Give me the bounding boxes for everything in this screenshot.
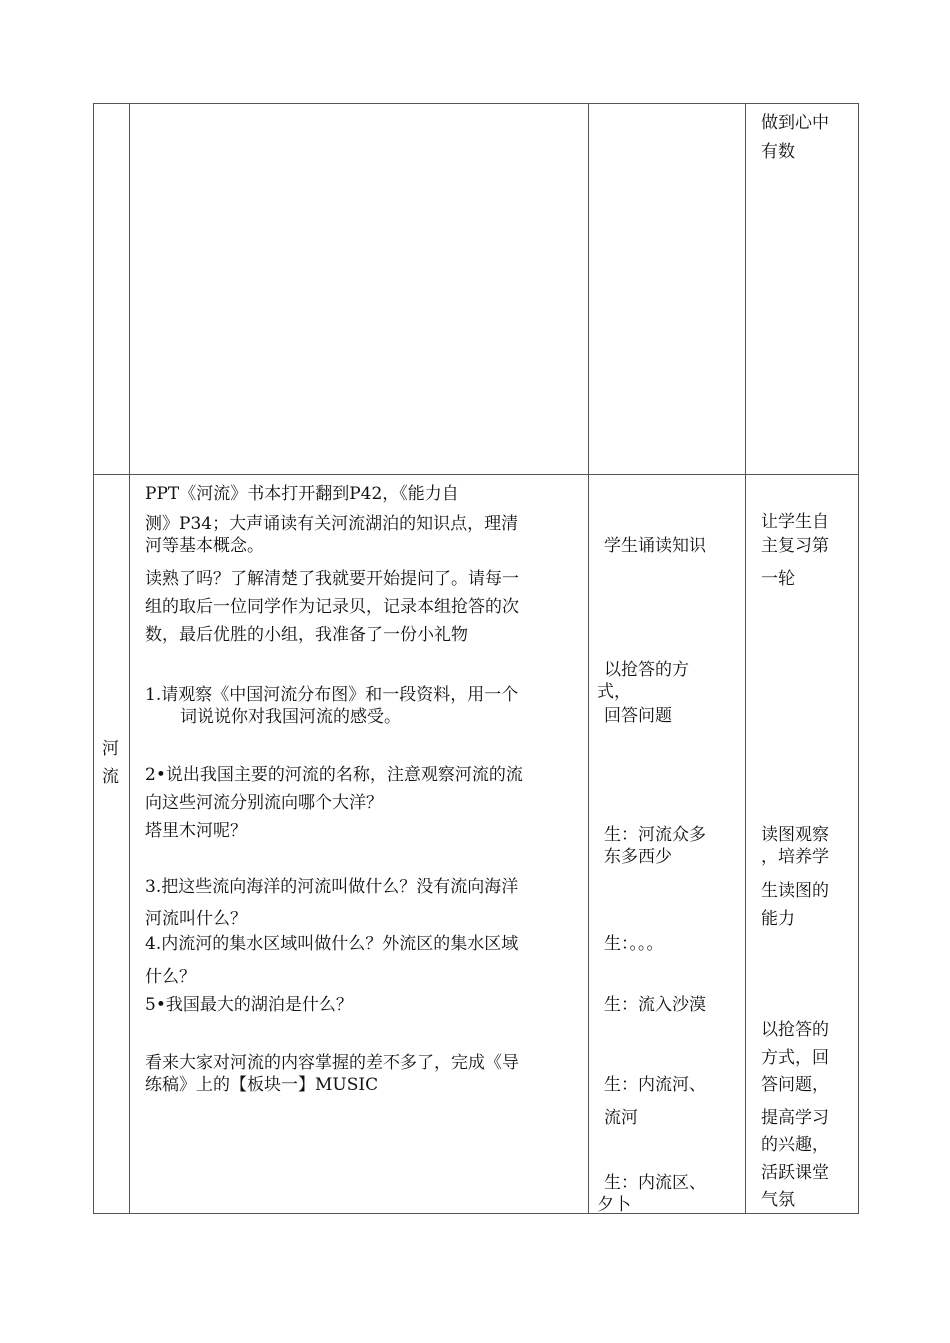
purpose-text-line: 读图观察 <box>761 825 829 845</box>
table-border-left <box>93 103 94 1214</box>
student-text-line: 回答问题 <box>604 706 672 726</box>
table-border-right <box>858 103 859 1214</box>
section-label-char: 河 <box>102 739 119 759</box>
question-5-line: 5•我国最大的湖泊是什么？ <box>145 995 353 1015</box>
student-text-line: 式， <box>597 682 631 702</box>
purpose-text-line: 让学生自 <box>761 512 829 532</box>
content-line: PPT《河流》书本打开翻到P42，《能力自 <box>145 484 459 504</box>
student-text-line: 夕卜 <box>597 1195 631 1215</box>
table-col-divider-1 <box>129 103 130 1214</box>
question-1-line: 词说说你对我国河流的感受。 <box>180 707 401 727</box>
question-4-line: 4.内流河的集水区域叫做什么？外流区的集水区域 <box>145 934 519 954</box>
student-text-line: 东多西少 <box>604 847 672 867</box>
purpose-text-line: 提高学习 <box>761 1108 829 1128</box>
content-line: 练稿》上的【板块一】MUSIC <box>145 1075 379 1095</box>
purpose-text-line: 做到心中 <box>761 113 829 133</box>
student-text-line: 学生诵读知识 <box>604 536 706 556</box>
student-text-line: 生：。。。 <box>604 934 664 954</box>
purpose-text-line: 答问题， <box>761 1075 829 1095</box>
question-2-line: 塔里木河呢？ <box>145 821 247 841</box>
purpose-text-line: 活跃课堂 <box>761 1163 829 1183</box>
table-col-divider-2 <box>588 103 589 1214</box>
purpose-text-line: 的兴趣， <box>761 1135 829 1155</box>
student-text-line: 生：内流河、 <box>604 1075 706 1095</box>
purpose-text-line: 以抢答的 <box>761 1020 829 1040</box>
content-line: 看来大家对河流的内容掌握的差不多了，完成《导 <box>145 1053 519 1073</box>
purpose-text-line: 气氛 <box>761 1190 795 1210</box>
section-label-char: 流 <box>102 767 119 787</box>
question-4-line: 什么？ <box>145 967 196 987</box>
purpose-text-line: 一轮 <box>761 569 795 589</box>
question-2-line: 2•说出我国主要的河流的名称，注意观察河流的流 <box>145 765 523 785</box>
student-text-line: 生：内流区、 <box>604 1173 706 1193</box>
question-3-line: 3.把这些流向海洋的河流叫做什么？没有流向海洋 <box>145 877 519 897</box>
purpose-text-line: 方式，回 <box>761 1048 829 1068</box>
purpose-text-line: 主复习第 <box>761 536 829 556</box>
purpose-text-line: 有数 <box>761 142 795 162</box>
content-line: 河等基本概念。 <box>145 536 264 556</box>
student-text-line: 流河 <box>604 1108 638 1128</box>
student-text-line: 生：流入沙漠 <box>604 995 706 1015</box>
question-2-line: 向这些河流分别流向哪个大洋？ <box>145 793 383 813</box>
content-line: 数，最后优胜的小组，我准备了一份小礼物 <box>145 625 468 645</box>
purpose-text-line: ，培养学 <box>761 847 829 867</box>
student-text-line: 生：河流众多 <box>604 825 706 845</box>
student-text-line: 以抢答的方 <box>604 660 689 680</box>
table-col-divider-3 <box>745 103 746 1214</box>
content-line: 测》P34；大声诵读有关河流湖泊的知识点，理清 <box>145 514 519 534</box>
purpose-text-line: 生读图的 <box>761 881 829 901</box>
question-3-line: 河流叫什么？ <box>145 909 247 929</box>
question-1-line: 1.请观察《中国河流分布图》和一段资料，用一个 <box>145 685 519 705</box>
purpose-text-line: 能力 <box>761 909 795 929</box>
content-line: 组的取后一位同学作为记录贝，记录本组抢答的次 <box>145 597 519 617</box>
content-line: 读熟了吗？了解清楚了我就要开始提问了。请每一 <box>145 569 519 589</box>
